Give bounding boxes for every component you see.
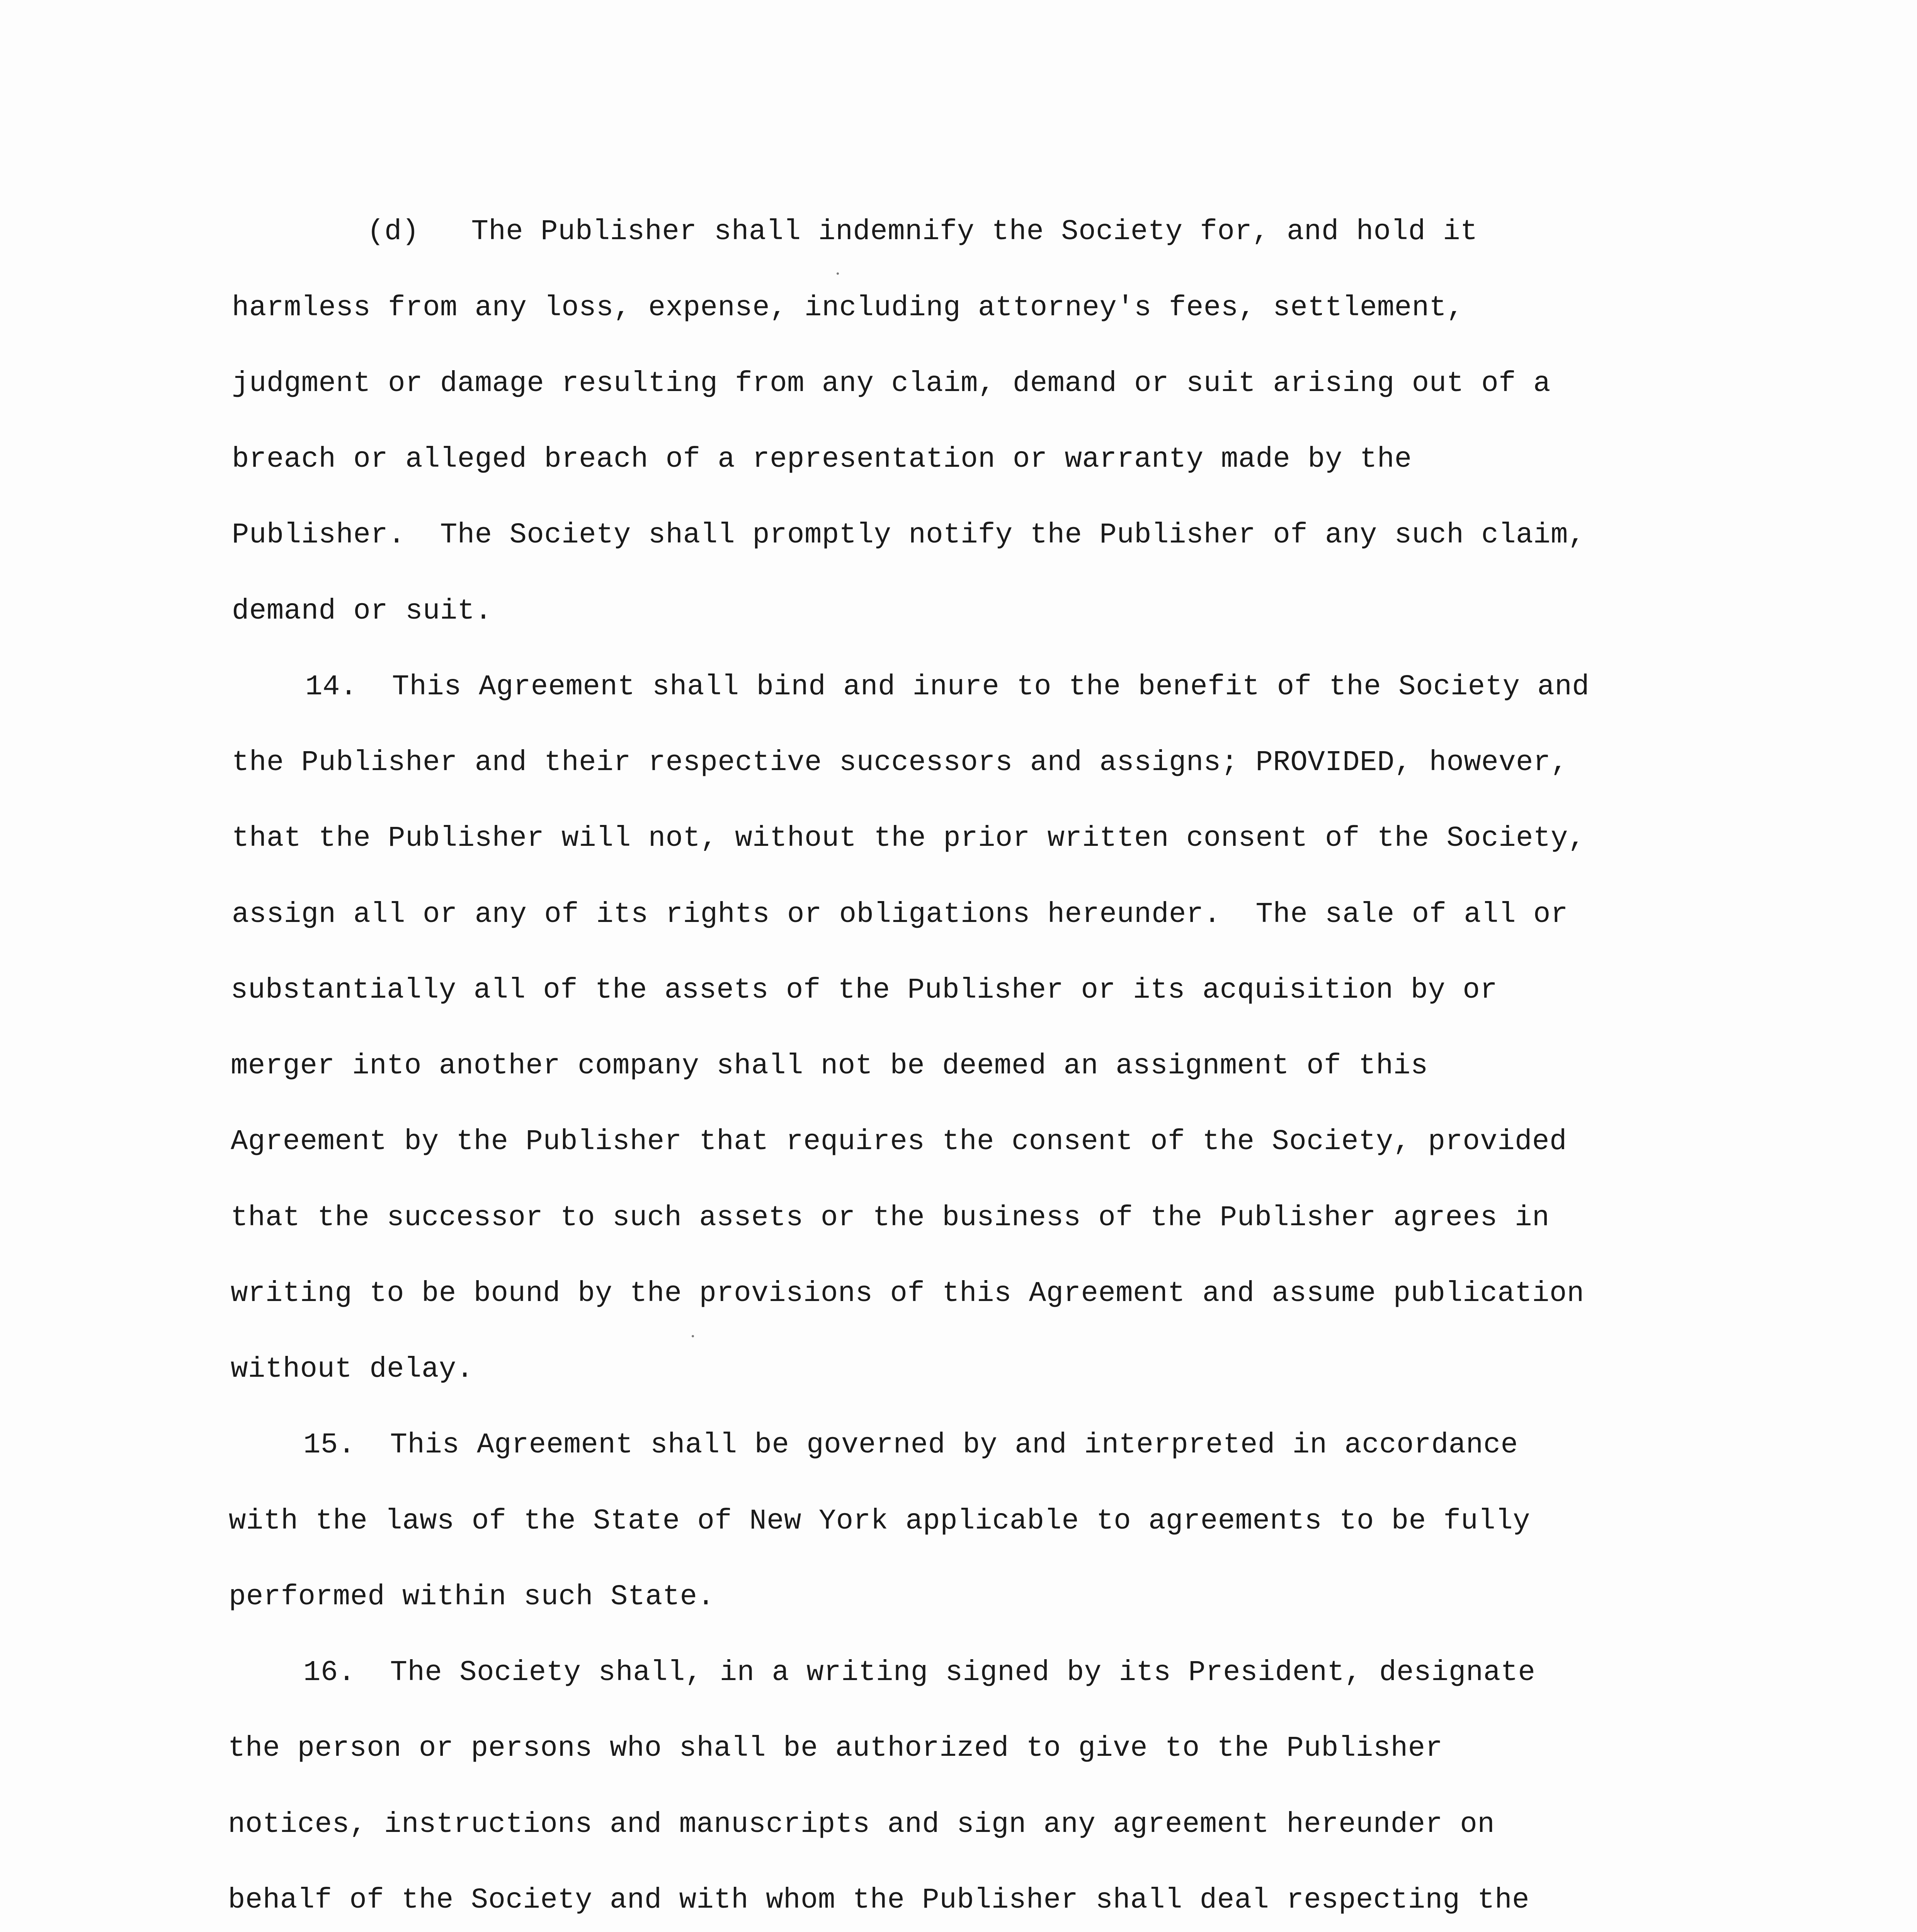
paragraph-d-line-4: breach or alleged breach of a representation or warranty made by the bbox=[232, 443, 1412, 476]
paragraph-d-line-2: harmless from any loss, expense, including attorney's fees, settlement, bbox=[232, 292, 1464, 324]
paragraph-d-line-5: Publisher. The Society shall promptly notify the Publisher of any such claim, bbox=[232, 519, 1585, 551]
paragraph-16-line-3: notices, instructions and manuscripts and sign any agreement hereunder on bbox=[228, 1808, 1495, 1841]
paragraph-16-line-4: behalf of the Society and with whom the Publisher shall deal respecting the bbox=[228, 1884, 1530, 1917]
paragraph-14-line-1: 14. This Agreement shall bind and inure to the benefit of the Society and bbox=[305, 671, 1590, 703]
paragraph-14-line-8: that the successor to such assets or the business of the Publisher agrees in bbox=[231, 1202, 1550, 1234]
paragraph-14-line-6: merger into another company shall not be deemed an assignment of this bbox=[231, 1050, 1428, 1082]
paragraph-14-line-7: Agreement by the Publisher that requires the consent of the Society, provided bbox=[231, 1126, 1567, 1158]
paragraph-14-line-3: that the Publisher will not, without the prior written consent of the Society, bbox=[232, 822, 1585, 855]
paragraph-16-line-1: 16. The Society shall, in a writing signed by its President, designate bbox=[303, 1656, 1536, 1689]
paragraph-14-line-5: substantially all of the assets of the Publisher or its acquisition by or bbox=[231, 974, 1498, 1007]
scan-speck bbox=[692, 1335, 694, 1337]
paragraph-d-line-3: judgment or damage resulting from any claim, demand or suit arising out of a bbox=[232, 367, 1551, 400]
paragraph-16-line-2: the person or persons who shall be authorized to give to the Publisher bbox=[228, 1732, 1443, 1765]
paragraph-14-line-9: writing to be bound by the provisions of this Agreement and assume publication bbox=[231, 1277, 1584, 1310]
paragraph-d-line-1: (d) The Publisher shall indemnify the Society for, and hold it bbox=[367, 216, 1478, 248]
paragraph-14-line-4: assign all or any of its rights or obligations hereunder. The sale of all or bbox=[232, 898, 1568, 931]
paragraph-15-line-2: with the laws of the State of New York applicable to agreements to be fully bbox=[229, 1505, 1531, 1537]
paragraph-15-line-3: performed within such State. bbox=[229, 1581, 715, 1613]
paragraph-14-line-2: the Publisher and their respective successors and assigns; PROVIDED, however, bbox=[232, 747, 1568, 779]
paragraph-15-line-1: 15. This Agreement shall be governed by and interpreted in accordance bbox=[303, 1429, 1518, 1461]
scan-speck bbox=[837, 272, 839, 275]
paragraph-14-line-10: without delay. bbox=[231, 1353, 474, 1386]
paragraph-d-line-6: demand or suit. bbox=[232, 595, 492, 628]
